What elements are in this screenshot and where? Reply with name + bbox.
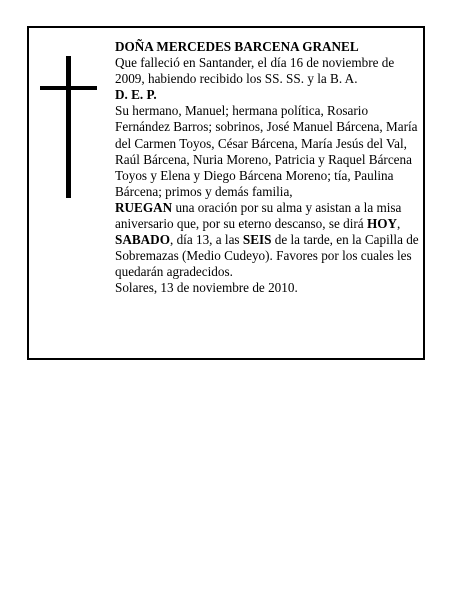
request-text-1: una oración por su alma y asistan a la misa aniversario que, por su eterno descanso, se dirá bbox=[115, 199, 402, 232]
deceased-name: DOÑA MERCEDES BARCENA GRANEL bbox=[115, 39, 359, 54]
obituary-notice bbox=[27, 26, 425, 360]
request-text-3: de la tarde, en la Capilla de Sobremazas (Medio Cudeyo). Favores por los cuales les quedarán agradecidos. bbox=[115, 232, 419, 280]
closing-line: Solares, 13 de noviembre de 2010. bbox=[115, 280, 298, 296]
notice-text bbox=[115, 39, 425, 297]
rip-line: D. E. P. bbox=[115, 87, 157, 103]
death-line: Que falleció en Santander, el día 16 de noviembre de 2009, habiendo recibido los SS. SS. y la B. A. bbox=[115, 55, 395, 87]
cross-vertical-bar bbox=[66, 56, 71, 198]
request-comma: , bbox=[397, 216, 401, 232]
ruegan-word: RUEGAN bbox=[115, 199, 173, 215]
sabado-word: SABADO bbox=[115, 232, 170, 248]
hoy-word: HOY bbox=[366, 216, 397, 232]
request-text-2: , día 13, a las bbox=[169, 232, 243, 248]
seis-word: SEIS bbox=[242, 232, 272, 248]
cross-horizontal-bar bbox=[40, 86, 97, 90]
family-line: Su hermano, Manuel; hermana política, Rosario Fernández Barros; sobrinos, José Manuel Bárcena, María del Carmen Toyos, César Bárcena, María Jesús del Val, Raúl Bárcena, Nuria Moreno, Patricia y Raquel Bárcena Toyos y Elena y Diego Bárcena Moreno; tía, Paulina Bárcena; primos y demás familia, bbox=[115, 103, 418, 199]
request-paragraph bbox=[115, 200, 425, 280]
